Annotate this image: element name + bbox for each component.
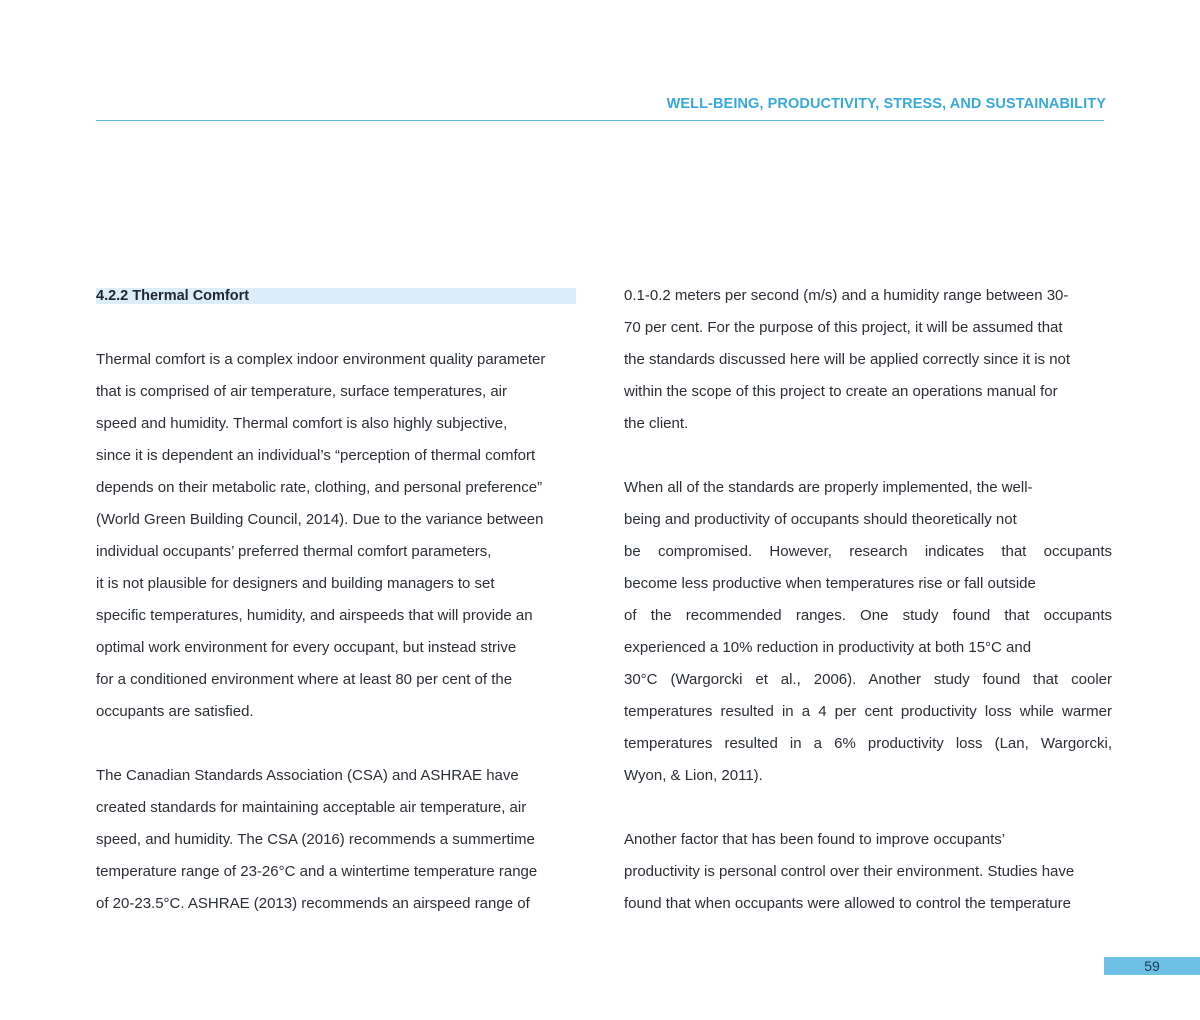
text-line: it is not plausible for designers and building managers to set [96,575,495,592]
text-line: 0.1-0.2 meters per second (m/s) and a humidity range between 30- [624,287,1069,304]
text-line: being and productivity of occupants should theoretically not [624,511,1017,528]
text-line: of the recommended ranges. One study found that occupants [624,607,1112,624]
text-line: speed, and humidity. The CSA (2016) recommends a summertime [96,831,535,848]
text-line: Wyon, & Lion, 2011). [624,767,763,784]
text-line: When all of the standards are properly implemented, the well- [624,479,1033,496]
paragraph [624,280,1112,440]
text-line: that is comprised of air temperature, surface temperatures, air [96,383,508,400]
text-line: for a conditioned environment where at least 80 per cent of the [96,671,513,688]
text-line: become less productive when temperatures rise or fall outside [624,575,1036,592]
text-line: temperatures resulted in a 4 per cent productivity loss while warmer [624,703,1112,720]
text-line: depends on their metabolic rate, clothing, and personal preference” [96,479,543,496]
paragraph [624,472,1112,792]
text-line: temperatures resulted in a 6% productivity loss (Lan, Wargorcki, [624,735,1112,752]
page-number: 59 [1104,957,1200,975]
text-line: found that when occupants were allowed to control the temperature [624,895,1071,912]
text-line: within the scope of this project to create an operations manual for [624,383,1058,400]
text-line: of 20-23.5°C. ASHRAE (2013) recommends an airspeed range of [96,895,530,912]
text-line: the client. [624,415,689,432]
text-line: productivity is personal control over their environment. Studies have [624,863,1075,880]
paragraph [96,344,576,728]
text-line: 30°C (Wargorcki et al., 2006). Another study found that cooler [624,671,1112,688]
text-line: created standards for maintaining acceptable air temperature, air [96,799,527,816]
text-line: 70 per cent. For the purpose of this project, it will be assumed that [624,319,1063,336]
text-line: specific temperatures, humidity, and airspeeds that will provide an [96,607,533,624]
text-line: occupants are satisfied. [96,703,254,720]
text-line: speed and humidity. Thermal comfort is also highly subjective, [96,415,508,432]
paragraph [96,760,576,920]
section-heading: 4.2.2 Thermal Comfort [96,288,576,304]
left-column-body [96,344,576,920]
right-column-body [624,280,1112,920]
text-line: individual occupants’ preferred thermal comfort parameters, [96,543,492,560]
text-line: optimal work environment for every occupant, but instead strive [96,639,517,656]
text-line: (World Green Building Council, 2014). Due to the variance between [96,511,544,528]
text-line: experienced a 10% reduction in productivity at both 15°C and [624,639,1032,656]
header-rule [96,120,1104,121]
text-line: be compromised. However, research indicates that occupants [624,543,1112,560]
text-line: since it is dependent an individual’s “perception of thermal comfort [96,447,536,464]
left-column [96,280,576,952]
text-line: Thermal comfort is a complex indoor environment quality parameter [96,351,546,368]
text-line: Another factor that has been found to improve occupants’ [624,831,1006,848]
text-line: the standards discussed here will be applied correctly since it is not [624,351,1071,368]
text-line: The Canadian Standards Association (CSA) and ASHRAE have [96,767,519,784]
paragraph [624,824,1112,920]
text-line: temperature range of 23-26°C and a wintertime temperature range [96,863,538,880]
right-column [624,280,1112,952]
running-header-title: WELL-BEING, PRODUCTIVITY, STRESS, AND SUSTAINABILITY [666,96,1106,112]
